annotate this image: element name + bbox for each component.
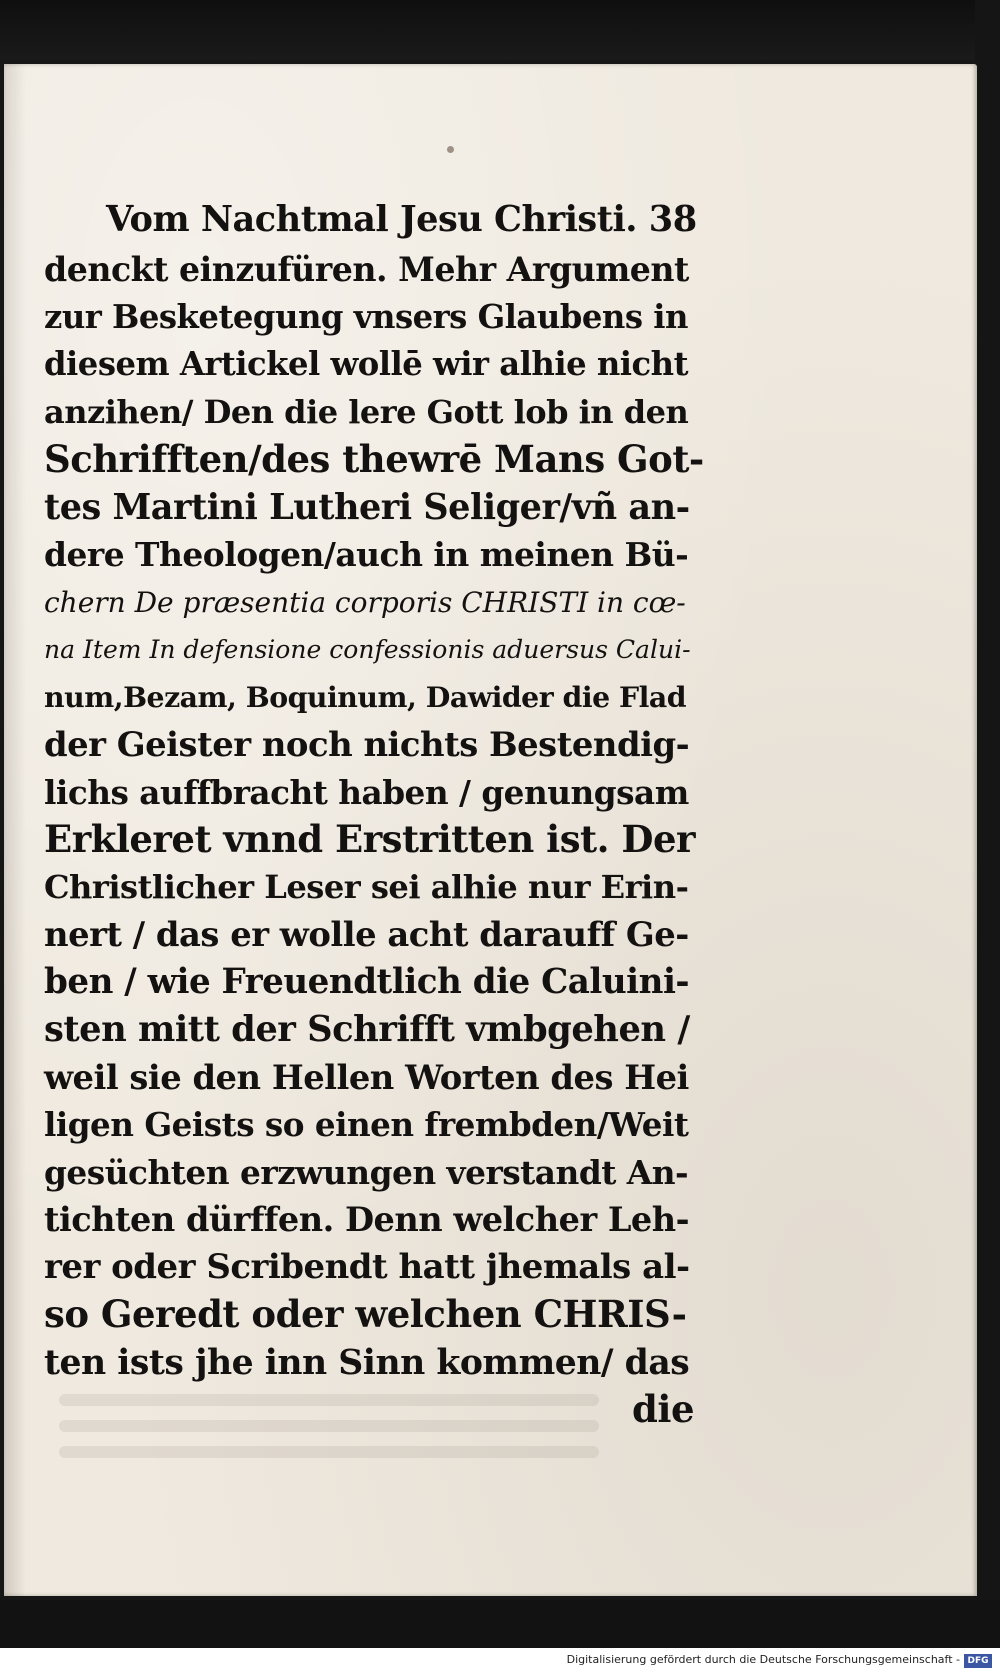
- text-line: rer oder Scribendt hatt jhemals al-: [44, 1246, 690, 1287]
- text-line: Schrifften/des thewrē Mans Got-: [44, 437, 704, 481]
- text-line-latin: chern De præsentia corporis CHRISTI in cœ-: [44, 585, 686, 619]
- text-line: zur Besketegung vnsers Glaubens in: [44, 297, 689, 336]
- text-line: Erkleret vnnd Erstritten ist. Der: [44, 817, 696, 861]
- text-line: diesem Artickel wollē wir alhie nicht: [44, 345, 689, 383]
- bleed-through-marks: [59, 1394, 599, 1504]
- page-text-block: [44, 194, 704, 1434]
- text-line: so Geredt oder welchen CHRIS-: [44, 1292, 687, 1336]
- text-line: sten mitt der Schrifft vmbgehen /: [44, 1009, 690, 1050]
- text-line: denckt einzufüren. Mehr Argument: [44, 250, 689, 289]
- text-line: weil sie den Hellen Worten des Hei: [44, 1056, 689, 1097]
- text-line-latin: na Item In defensione confessionis aduersus Calui-: [44, 635, 691, 664]
- catchword: die: [632, 1387, 694, 1431]
- running-header: [44, 194, 704, 246]
- text-line: ligen Geists so einen frembden/Weit: [44, 1105, 689, 1144]
- book-page: [4, 64, 977, 1596]
- text-line: ten ists jhe inn Sinn kommen/ das: [44, 1341, 690, 1383]
- text-line: tichten dürffen. Denn welcher Leh-: [44, 1199, 690, 1239]
- text-line: dere Theologen/auch in meinen Bü-: [44, 535, 689, 574]
- text-line: num,Bezam, Boquinum, Dawider die Flad: [44, 679, 687, 714]
- page-number: 38: [648, 199, 697, 240]
- text-line: der Geister noch nichts Bestendig-: [44, 724, 690, 764]
- scanner-right-edge: [975, 0, 1000, 1600]
- running-header-title: Vom Nachtmal Jesu Christi.: [106, 199, 638, 240]
- funding-credit: Digitalisierung gefördert durch die Deutsche Forschungsgemeinschaft -: [566, 1653, 960, 1666]
- text-line: nert / das er wolle acht darauff Ge-: [44, 914, 689, 954]
- digitization-footer: [0, 1648, 1000, 1674]
- scanner-bottom-edge: [0, 1600, 1000, 1648]
- text-line: tes Martini Lutheri Seliger/vñ an-: [44, 486, 690, 528]
- dfg-logo: DFG: [964, 1654, 992, 1668]
- text-line: gesüchten erzwungen verstandt An-: [44, 1152, 689, 1192]
- text-line: Christlicher Leser sei alhie nur Erin-: [44, 867, 689, 906]
- paper-spot: [447, 146, 454, 153]
- text-line: ben / wie Freuendtlich die Caluini-: [44, 961, 690, 1002]
- scanner-top-edge: [0, 0, 1000, 60]
- text-line: anzihen/ Den die lere Gott lob in den: [44, 392, 689, 431]
- text-line: lichs auffbracht haben / genungsam: [44, 772, 689, 812]
